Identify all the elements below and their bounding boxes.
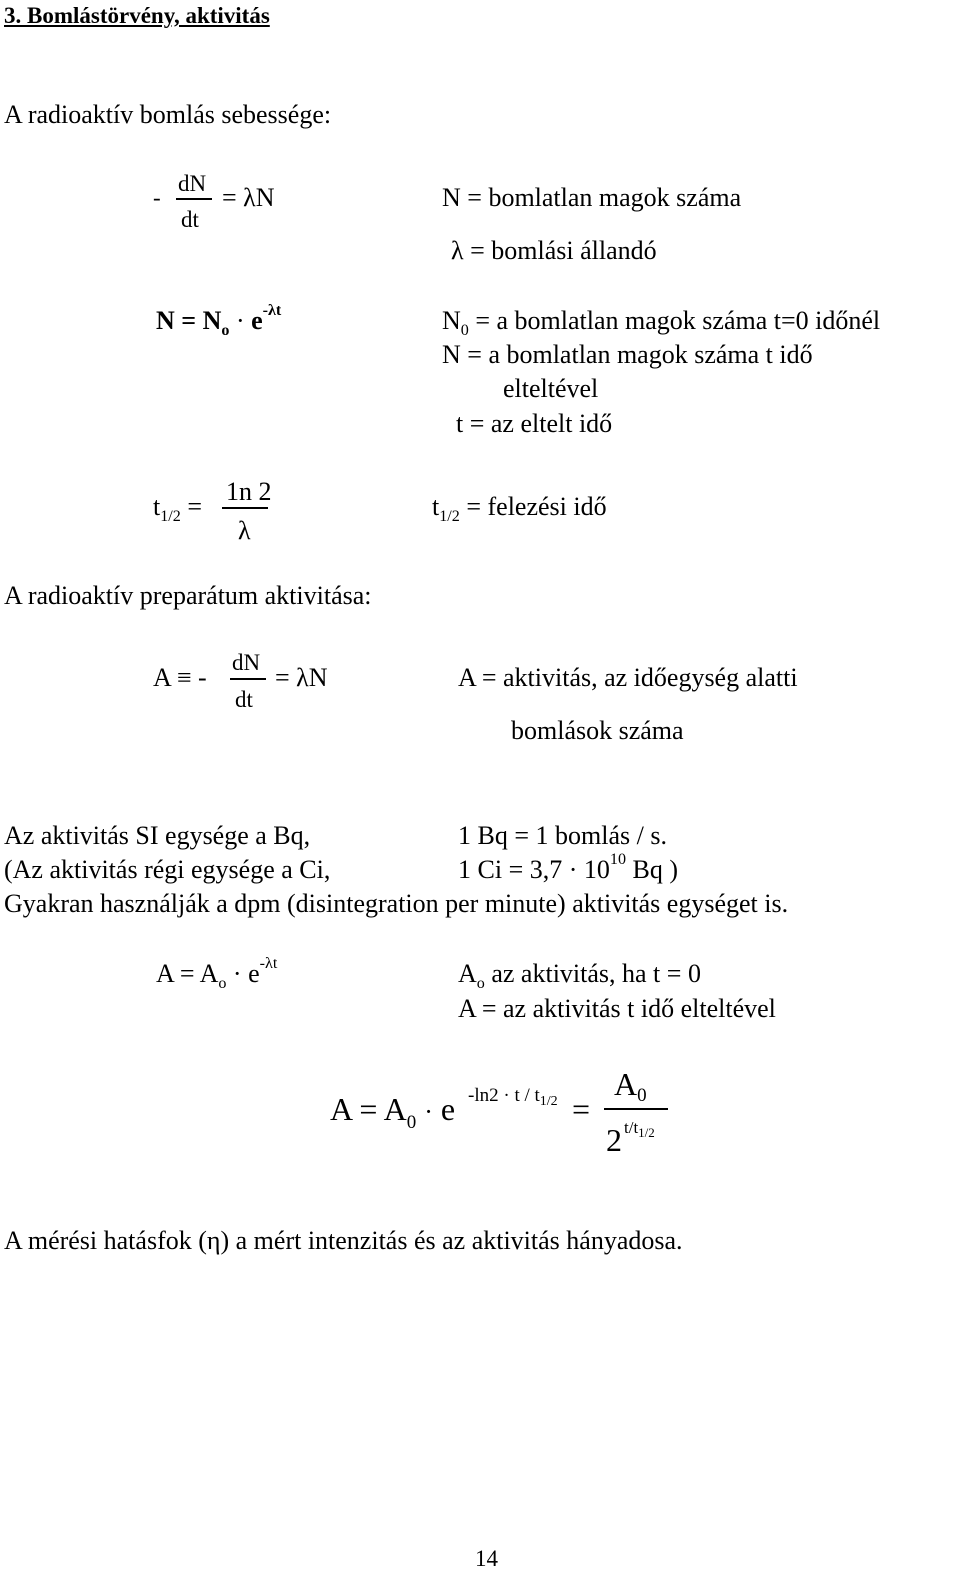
definition-activity-line2: bomlások száma (511, 716, 684, 745)
def-N0-symbol: N (442, 306, 461, 335)
eq1-denominator: dt (181, 207, 199, 232)
bq-definition: 1 Bq = 1 bomlás / s. (458, 821, 667, 850)
si-unit-text: Az aktivitás SI egysége a Bq, (4, 821, 311, 850)
page-title: 3. Bomlástörvény, aktivitás (4, 3, 270, 28)
definition-t: t = az eltelt idő (456, 409, 613, 438)
eq6-A: A = A (330, 1091, 407, 1127)
eq5-dot: · (232, 959, 242, 988)
eq6-exp-t: t / t (509, 1085, 540, 1106)
eq6-exp-subscript: 1/2 (539, 1094, 558, 1109)
eq4-rhs: = λN (275, 663, 328, 692)
def-half-text: = felezési idő (459, 492, 607, 521)
def-half-subscript: 1/2 (439, 508, 460, 526)
eq3-t: t (153, 492, 161, 521)
efficiency-text: A mérési hatásfok (η) a mért intenzitás és az aktivitás hányadosa. (4, 1226, 683, 1255)
activity-intro: A radioaktív preparátum aktivitása: (4, 581, 372, 610)
definition-N0 (442, 306, 881, 340)
eq6-dot: · (424, 1097, 433, 1126)
eq2-e: e (251, 306, 263, 335)
eq6-num-A: A (614, 1066, 638, 1102)
def-N0-subscript: 0 (460, 322, 469, 340)
eq2-subscript: o (221, 322, 230, 340)
eq6-equals: = (572, 1091, 591, 1127)
eq6-den-exp-subscript: 1/2 (638, 1125, 655, 1140)
eq4-lhs: A ≡ - (153, 663, 207, 692)
eq6-subscript: 0 (406, 1112, 417, 1133)
eq3-equals: = (180, 492, 202, 521)
eq1-fraction-bar (176, 198, 212, 200)
definition-Nt-line1: N = a bomlatlan magok száma t idő (442, 340, 813, 369)
eq3-fraction-bar (222, 507, 268, 509)
definition-half-life (432, 492, 607, 526)
def-A0-symbol: A (458, 959, 477, 988)
definition-N: N = bomlatlan magok száma (442, 183, 742, 212)
ci-post: Bq ) (626, 855, 679, 884)
eq4-fraction-bar (230, 678, 266, 680)
ci-exponent: 10 (609, 851, 627, 869)
definition-At: A = az aktivitás t idő elteltével (458, 994, 776, 1023)
eq6-exponent (468, 1085, 558, 1109)
eq2-dot: · (235, 306, 245, 335)
eq2-exponent: -λt (262, 302, 282, 320)
eq1-rhs: = λN (222, 183, 275, 212)
rate-intro: A radioaktív bomlás sebessége: (4, 100, 332, 129)
def-A0-subscript: o (476, 975, 485, 993)
page-number: 14 (475, 1546, 498, 1571)
eq2-lhs: N = N (156, 306, 222, 335)
eq5-lhs: A = A (156, 959, 219, 988)
eq6-e: e (440, 1091, 456, 1127)
eq6-den-exp: t/t (624, 1118, 639, 1137)
dpm-note: Gyakran használják a dpm (disintegration per minute) aktivitás egységet is. (4, 889, 789, 918)
eq5-e: e (241, 959, 260, 988)
eq3-numerator: 1n 2 (226, 477, 272, 506)
definition-lambda: λ = bomlási állandó (451, 236, 657, 265)
eq3-subscript: 1/2 (160, 508, 181, 526)
definition-A0 (458, 959, 701, 993)
ci-dot: · (568, 855, 578, 884)
eq6-denominator-base: 2 (606, 1122, 622, 1158)
eq6-exp-ln2: -ln2 (468, 1085, 499, 1106)
eq3-lhs (153, 492, 202, 526)
eq6-numerator (614, 1066, 647, 1106)
equation-activity-decay (156, 955, 278, 993)
eq5-subscript: o (218, 975, 227, 993)
def-half-t: t (432, 492, 440, 521)
eq6-denominator-exponent (624, 1118, 655, 1140)
eq4-denominator: dt (235, 687, 253, 712)
ci-pre: 1 Ci = 3,7 (458, 855, 563, 884)
definition-activity-line1: A = aktivitás, az időegység alatti (458, 663, 798, 692)
eq6-fraction-bar (604, 1108, 668, 1110)
equation-decay-law (156, 302, 282, 340)
eq4-numerator: dN (232, 650, 261, 675)
eq6-exp-dot: · (503, 1085, 510, 1106)
old-unit-text: (Az aktivitás régi egysége a Ci, (4, 855, 331, 884)
eq3-denominator: λ (238, 516, 251, 545)
eq1-numerator: dN (178, 171, 207, 196)
eq6-num-subscript: 0 (637, 1085, 647, 1106)
eq1-minus: - (153, 185, 161, 210)
eq6-lhs (330, 1091, 456, 1133)
def-A0-text: az aktivitás, ha t = 0 (484, 959, 701, 988)
ci-definition (458, 851, 679, 884)
definition-Nt-line2: elteltével (503, 374, 599, 403)
eq5-exponent: -λt (259, 955, 278, 973)
def-N0-text: = a bomlatlan magok száma t=0 időnél (468, 306, 881, 335)
ci-ten: 10 (583, 855, 610, 884)
